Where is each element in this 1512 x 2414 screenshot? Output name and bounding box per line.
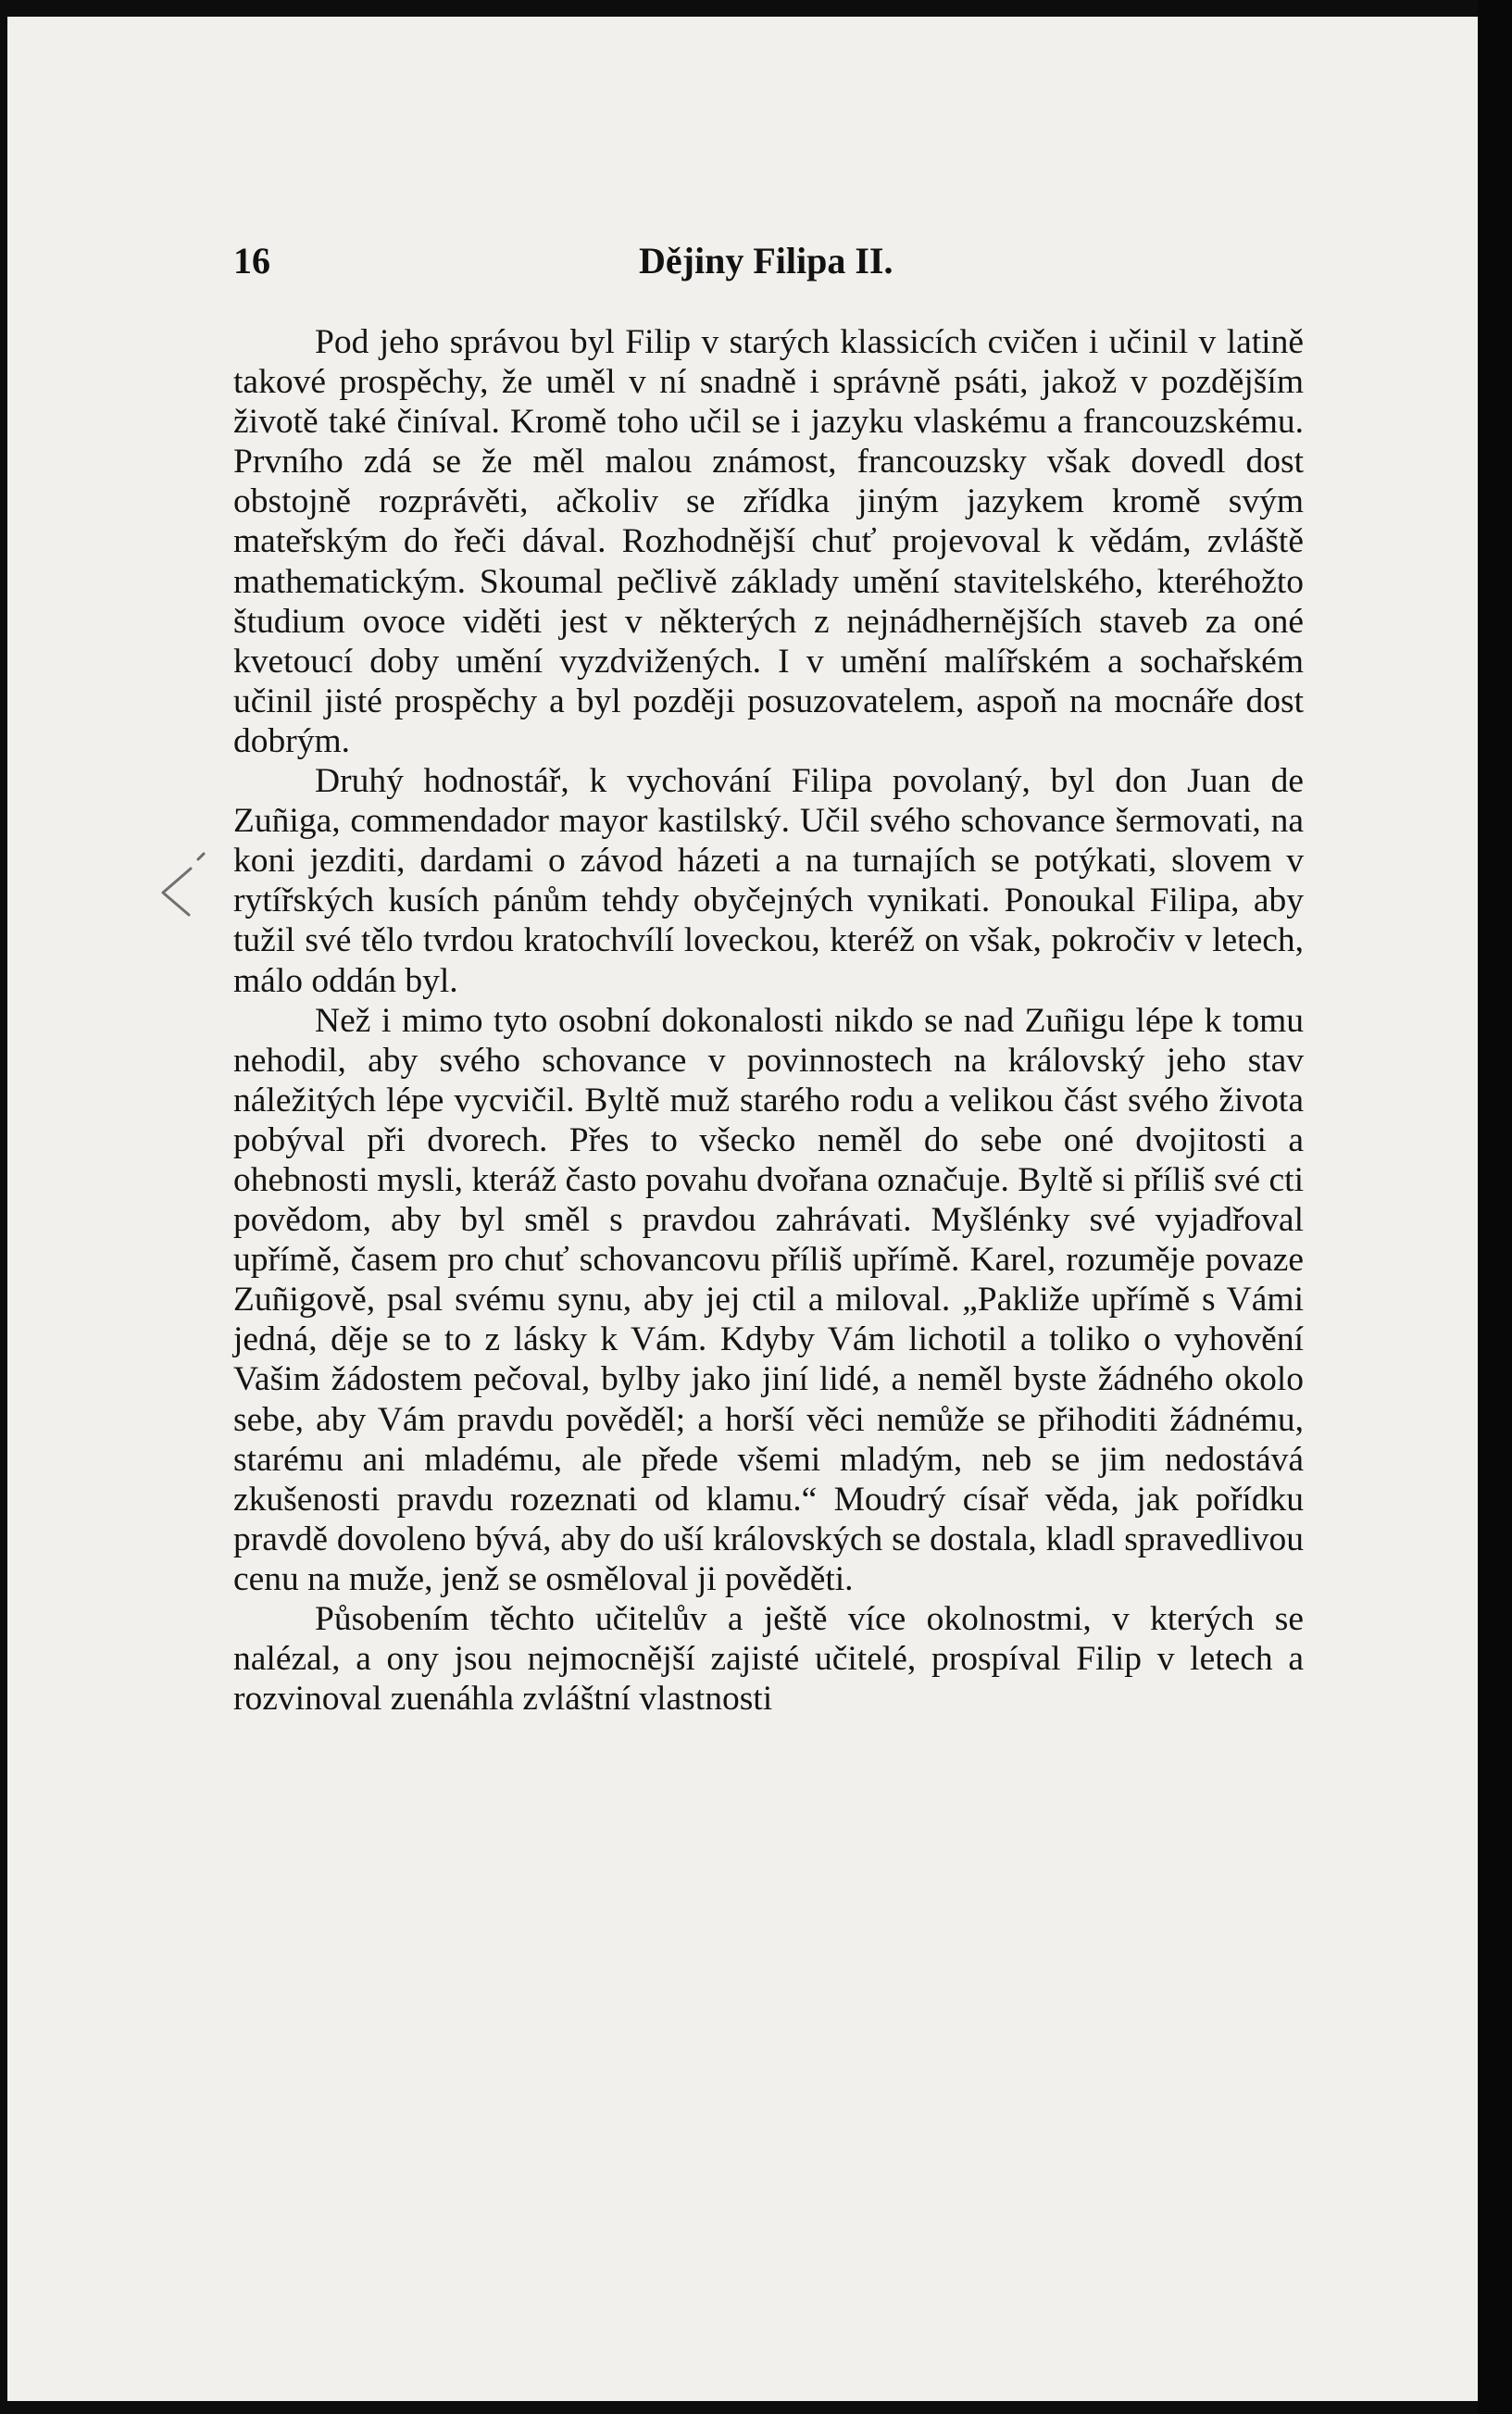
- paragraph: Pod jeho správou byl Filip v starých klassicích cvičen i učinil v latině takové prospěchy, že uměl v ní snadně i správně psáti, jakož v pozdějším životě také činíval. Kromě toho učil se i jazyku vlaskému a francouzskému. Prvního zdá se že měl malou známost, francouzsky však dovedl dost obstojně rozprávěti, ačkoliv se zřídka jiným jazykem kromě svým mateřským do řeči dával. Rozhodnější chuť projevoval k vědám, zvláště mathematickým. Skoumal pečlivě základy umění stavitelského, kteréhožto študium ovoce viděti jest v některých z nejnádhernějších staveb za oné kvetoucí doby umění vyzdvižených. I v umění malířském a sochařském učinil jisté prospěchy a byl později posuzovatelem, aspoň na mocnáře dost dobrým.: [233, 323, 1304, 760]
- paragraph: Působením těchto učitelův a ještě více okolnostmi, v kterých se nalézal, a ony jsou nejmocnější zajisté učitelé, prospíval Filip v letech a rozvinoval zuenáhla zvláštní vlastnosti: [233, 1600, 1304, 1719]
- paragraph: Než i mimo tyto osobní dokonalosti nikdo se nad Zuñigu lépe k tomu nehodil, aby svého schovance v povinnostech na královský jeho stav náležitých lépe vycvičil. Byltě muž starého rodu a velikou část svého života pobýval při dvorech. Přes to všecko neměl do sebe oné dvojitosti a ohebnosti mysli, kteráž často povahu dvořana označuje. Byltě si příliš své cti povědom, aby byl směl s pravdou zahrávati. Myšlénky své vyjadřoval upřímě, časem pro chuť schovancovu příliš upřímě. Karel, rozuměje povaze Zuñigově, psal svému synu, aby jej ctil a miloval. „Pakliže upřímě s Vámi jedná, děje se to z lásky k Vám. Kdyby Vám lichotil a toliko o vyhovění Vašim žádostem pečoval, bylby jako jiní lidé, a neměl byste žádného okolo sebe, aby Vám pravdu pověděl; a horší věci nemůže se přihoditi žádnému, starému ani mladému, ale přede všemi mladým, neb se jim nedostává zkušenosti pravdu rozeznati od klamu.“ Moudrý císař věda, jak pořídku pravdě dovoleno bývá, aby do uší královských se dostala, kladl spravedlivou cenu na muže, jenž se osměloval ji pověděti.: [233, 1001, 1304, 1598]
- paragraph: Druhý hodnostář, k vychování Filipa povolaný, byl don Juan de Zuñiga, commendador mayor kastilský. Učil svého schovance šermovati, na koni jezditi, dardami o závod házeti a na turnajích se potýkati, slovem v rytířských kusích pánům tehdy obyčejných vynikati. Ponoukal Filipa, aby tužil své tělo tvrdou kratochvílí loveckou, kteréž on však, pokročiv v letech, málo oddán byl.: [233, 762, 1304, 1000]
- page-header: [226, 239, 1307, 285]
- page-number: 16: [233, 240, 270, 281]
- margin-pencil-mark: [156, 848, 211, 922]
- running-title: Dějiny Filipa II.: [639, 240, 893, 281]
- body-text: [233, 322, 1304, 1719]
- scan-edge-shadow: [1478, 0, 1512, 2414]
